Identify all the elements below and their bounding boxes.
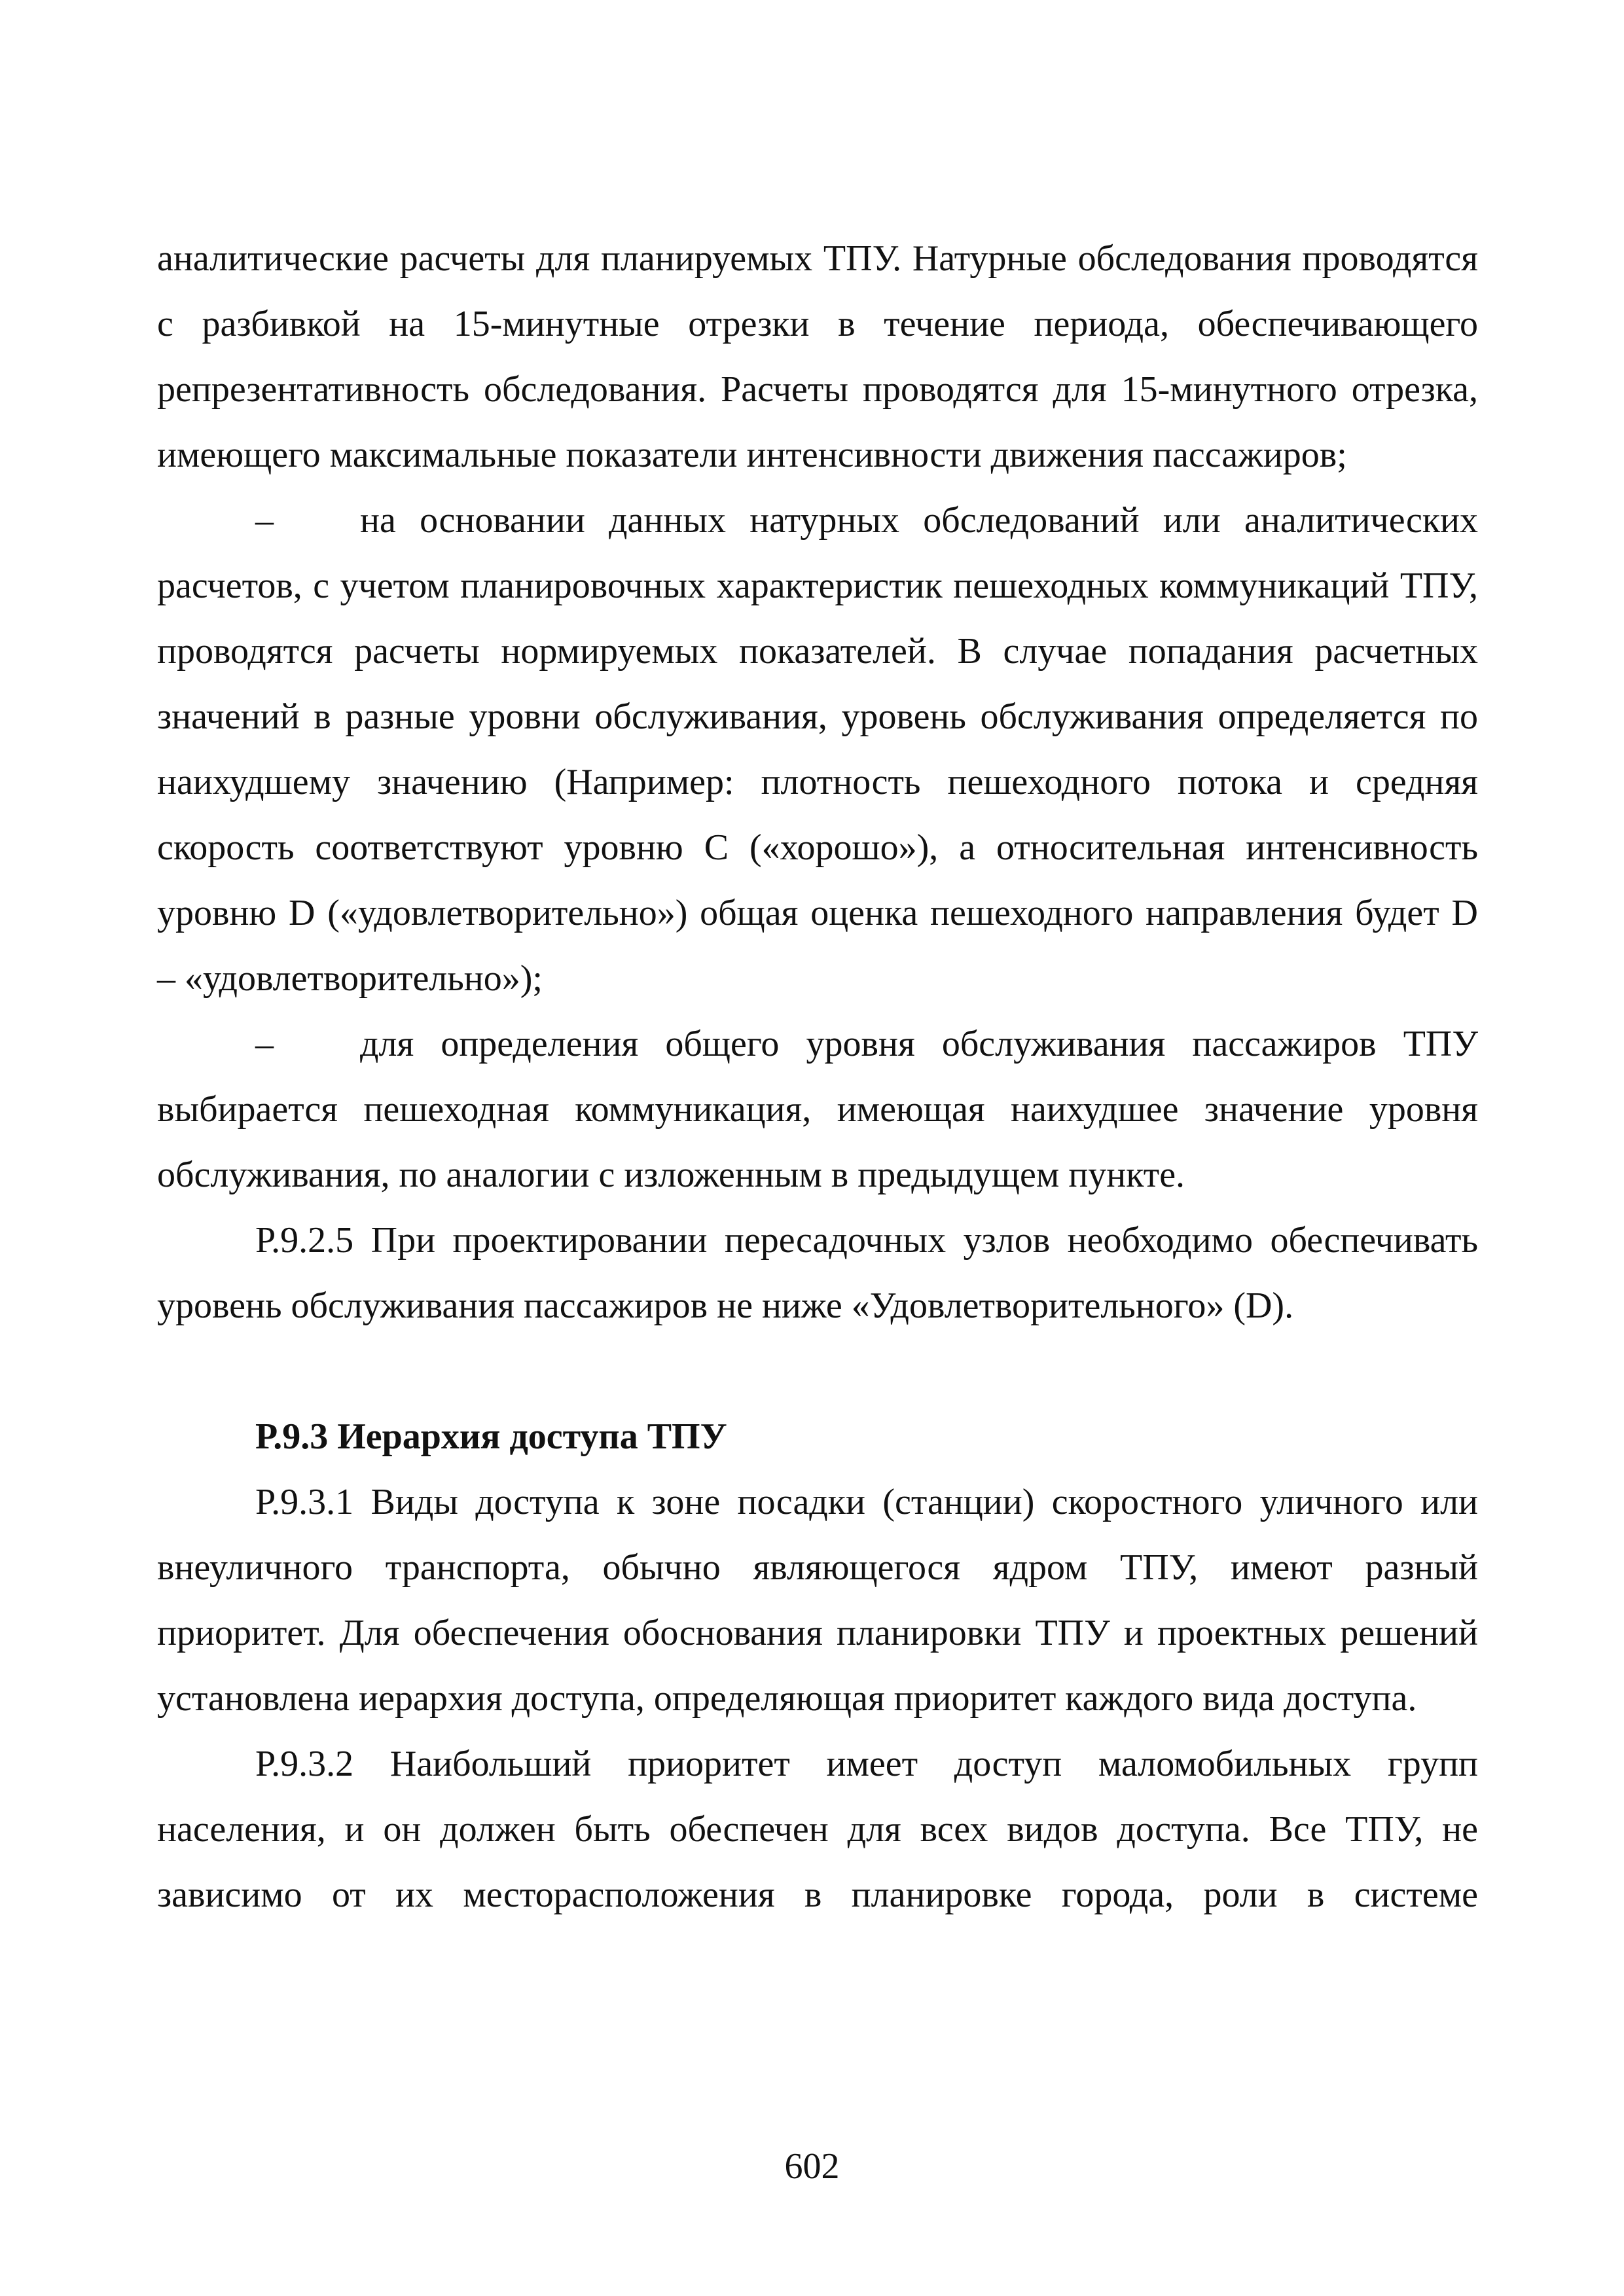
list-item-text: для определения общего уровня обслуживания пассажиров ТПУ выбирается пешеходная коммуникация, имеющая наихудшее значение уровня обслуживания, по аналогии с изложенным в предыдущем пункте. (157, 1024, 1478, 1195)
page-number: 602 (784, 2146, 840, 2187)
document-page (157, 226, 1478, 1928)
paragraph-clause-9-3-1: Р.9.3.1 Виды доступа к зоне посадки (станции) скоростного уличного или внеуличного транспорта, обычно являющегося ядром ТПУ, имеют разный приоритет. Для обеспечения обоснования планировки ТПУ и проектных решений установлена иерархия доступа, определяющая приоритет каждого вида доступа. (157, 1482, 1478, 1719)
dash-marker: – (255, 500, 274, 541)
paragraph-clause-9-2-5: Р.9.2.5 При проектировании пересадочных узлов необходимо обеспечивать уровень обслуживания пассажиров не ниже «Удовлетворительного» (D). (157, 1220, 1478, 1326)
section-heading: Р.9.3 Иерархия доступа ТПУ (255, 1416, 727, 1457)
dash-marker: – (255, 1024, 274, 1064)
paragraph-continuation: аналитические расчеты для планируемых ТПУ. Натурные обследования проводятся с разбивкой на 15-минутные отрезки в течение периода, обеспечивающего репрезентативность обследования. Расчеты проводятся для 15-минутного отрезка, имеющего максимальные показатели интенсивности движения пассажиров; (157, 238, 1478, 475)
list-item-dash-2 (157, 1011, 1478, 1208)
list-item-dash-1 (157, 488, 1478, 1011)
list-item-text: на основании данных натурных обследований или аналитических расчетов, с учетом планировочных характеристик пешеходных коммуникаций ТПУ, проводятся расчеты нормируемых показателей. В случае попадания расчетных значений в разные уровни обслуживания, уровень обслуживания определяется по наихудшему значению (Например: плотность пешеходного потока и средняя скорость соответствуют уровню С («хорошо»), а относительная интенсивность уровню D («удовлетворительно») общая оценка пешеходного направления будет D – «удовлетворительно»); (157, 500, 1478, 999)
paragraph-clause-9-3-2: Р.9.3.2 Наибольший приоритет имеет доступ маломобильных групп населения, и он должен быть обеспечен для всех видов доступа. Все ТПУ, не зависимо от их месторасположения в планировке города, роли в системе (157, 1744, 1478, 1915)
